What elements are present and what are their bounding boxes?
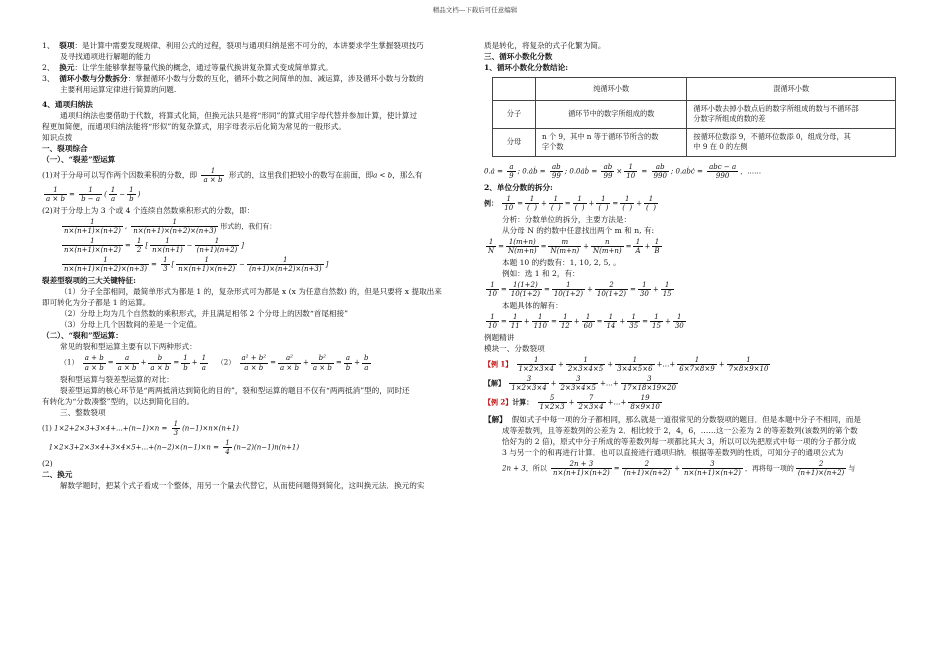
integer-split-number-2: (2) xyxy=(42,458,53,468)
section-4-text-2: 程更加简便，而通项归纳法能将“形似”的复杂算式，用字母表示后化简为常见的一般形式。 xyxy=(42,122,346,131)
unit-fraction-general: $\frac{1}{N}$ = $\frac{1(m+n)}{N(m+n)}$ = $\frac{m}{N(m+n)}$ + $\frac{n}{N(m+n)}$ = $\frac{1}{A}$ + $\frac{1}{B}$ xyxy=(488,237,660,255)
key-features-title: 裂差型裂项的三大关键特征: xyxy=(42,276,136,286)
table-header: 混循环小数 xyxy=(687,78,896,101)
example-1: 【例 1】 $\frac{1}{1\times 2\times 3\times 4}$ + $\frac{1}{2\times 3\times 4\times 5}$ + $\frac{1}{3\times 4\times 5\times 6}$ +…+ $\frac{1}{6\times 7\times 8\times 9}$ + $\frac{1}{7\times 8\times 9\times 10}$ xyxy=(484,356,769,374)
recurring-formulas: 0.ȧ = $\frac{a}{9}$ ; 0.ȧḃ = $\frac{ab}{99}$ ; 0.0ȧḃ = $\frac{ab}{99}$ × $\frac{1}{10}$ = $\frac{ab}{990}$ ; 0.aḃċ = $\frac{\text{abc − a}}{990}$ ，…… xyxy=(484,162,762,180)
key-feature-2: （2）分母上均为几个自然数的乘积形式，并且满足相邻 2 个分母上的因数“首尾相接” xyxy=(60,309,349,319)
part-2-title: 二、换元 xyxy=(42,469,73,479)
part-1-title: 一、裂项综合 xyxy=(42,144,88,153)
part-1c-title: 三、整数裂项 xyxy=(60,407,106,417)
formula-integer-split-2: 1×2×3+2×3×4+3×4×5+...+(n−2)×(n−1)×n = $\frac{1}{4}$ (n−2)(n−1)n(n+1) xyxy=(42,438,300,456)
intro-item-1: 1、 裂项：是计算中需要发现规律、利用公式的过程，裂项与通项归纳是密不可分的，本讲要求学生掌握裂项技巧 xyxy=(42,41,424,50)
unit-fraction-title: 2、单位分数的拆分: xyxy=(484,182,553,192)
formula-fraction: $\frac{1}{a \times b}$ xyxy=(203,167,223,185)
formula-three-four-terms: $\frac{1}{n\times(n+1)\times(n+2)}$ , $\frac{1}{n\times(n+1)\times(n+2)\times(n+3)}$ 形式的，我们有： xyxy=(64,218,277,236)
table-row xyxy=(493,128,896,156)
key-feature-1-cont: 即可转化为分子都是 1 的运算。 xyxy=(42,298,151,308)
solution-formula: 2n + 3，所以 $\frac{2n + 3}{n\times(n+1)\times(n+2)}$ = $\frac{2}{(n+1)\times(n+2)}$ + $\frac{3}{n\times(n+1)\times(n+2)}$ ，再将每一项的 $\frac{2}{(n+1)\times(n+2)}$ 与 xyxy=(502,459,856,477)
specific-solutions-label: 本题具体的解有： xyxy=(502,301,563,311)
key-feature-3: （3）分母上几个因数间的差是一个定值。 xyxy=(60,320,202,330)
split-difference-line-1: (1)对于分母可以写作两个因数乘积的分数，即 $\frac{1}{a \times b}$ 形式的，这里我们把较小的数写在前面，即a < b，那么有 xyxy=(42,167,423,185)
split-comparison-text-2: 有转化为“分数凑整”型的，以达到简化目的。 xyxy=(42,396,195,406)
table-row xyxy=(493,101,896,129)
substitution-text: 解数学题时，把某个式子看成一个整体，用另一个量去代替它，从而使问题得到简化，这叫换元法．换元的实 xyxy=(60,480,425,490)
specific-solutions: $\frac{1}{10}$ = $\frac{1}{11}$ + $\frac{1}{110}$ = $\frac{1}{12}$ + $\frac{1}{60}$ = $\frac{1}{14}$ + $\frac{1}{35}$ = $\frac{1}{15}$ + $\frac{1}{30}$ xyxy=(488,313,684,331)
intro-item-3-cont: 主要利用运算定律进行简算的问题. xyxy=(60,85,177,94)
part-3-title: 三、循环小数化分数 xyxy=(484,52,553,61)
section-4-title: 4、通项归纳法 xyxy=(42,100,93,109)
left-column xyxy=(42,40,467,491)
recurring-conclusion-title: 1、循环小数化分数结论: xyxy=(484,63,569,72)
table-cell: 循环小数去掉小数点后的数字所组成的数与不循环部 分数字所组成的数的差 xyxy=(687,101,896,129)
knowledge-heading: 知识点拨 xyxy=(42,133,73,142)
intro-item-2: 2、 换元：让学生能够掌握等量代换的概念，通过等量代换讲复杂算式变成简单算式。 xyxy=(42,63,333,72)
right-column xyxy=(484,40,908,479)
section-4-text-1: 通项归纳法也要借助于代数，将算式化简，但换元法只是将“形同”的算式用字母代替并参加计算，使计算过 xyxy=(60,111,418,120)
table-cell: 按循环位数添 9，不循环位数添 0，组成分母，其 中 9 在 0 的左侧 xyxy=(687,128,896,156)
table-header: 纯循环小数 xyxy=(536,78,687,101)
intro-item-1-cont: 及寻找通项进行解题的能力 xyxy=(60,52,152,61)
split-comparison-text-1: 裂差型运算的核心环节是“两两抵消达到简化的目的”，裂和型运算的题目不仅有“两两抵消”型的，同时还 xyxy=(60,385,410,395)
part-1b-title: （二）、“裂和”型运算： xyxy=(42,331,123,341)
formula-split-two: $\frac{1}{a \times b}$ = $\frac{1}{b - a}$ ( $\frac{1}{a}$ − $\frac{1}{b}$ ) xyxy=(46,186,141,204)
substitution-cont: 质是转化，将复杂的式子化繁为简。 xyxy=(484,41,606,50)
example-2: 【例 2】计算： $\frac{5}{1\times 2\times 3}$ + $\frac{7}{2\times 3\times 4}$ +…+ $\frac{19}{8\times 9\times 10}$ xyxy=(484,394,660,412)
intro-item-3: 3、 循环小数与分数拆分：掌握循环小数与分数的互化，循环小数之间简单的加、减运算，涉及循环小数与分数的 xyxy=(42,74,424,83)
solution-line-3: 恰好为的 2 倍)，原式中分子所成的等差数列每一项都比其大 3，所以可以先把原式中每一项的分子都分成 xyxy=(502,436,856,446)
formula-split-sum: （1） $\frac{a + b}{a \times b}$ = $\frac{a}{a \times b}$ + $\frac{b}{a \times b}$ = $\frac{1}{b}$ + $\frac{1}{a}$ （2） $\frac{\text{a² + b²}}{a \times b}$ = $\frac{\text{a²}}{a \times b}$ + $\frac{\text{b²}}{a \times b}$ = $\frac{a}{b}$ + $\frac{b}{a}$ xyxy=(60,354,369,372)
formula-integer-split-1: (1) 1×2+2×3+3×4+...+(n−1)×n = $\frac{1}{3}$ (n−1)×n×(n+1) xyxy=(42,419,239,437)
divisors-of-10: 本题 10 的约数有：1, 10, 2, 5, 。 xyxy=(502,258,621,268)
unit-fraction-example: 例： $\frac{1}{10}$ = $\frac{1}{( )}$ + $\frac{1}{( )}$ = $\frac{1}{( )}$ + $\frac{1}{( )}$ = $\frac{1}{( )}$ + $\frac{1}{( )}$ xyxy=(484,194,656,212)
table-cell: n 个 9，其中 n 等于循环节所含的数 字个数 xyxy=(536,128,687,156)
table-cell: 分母 xyxy=(493,128,536,156)
examples-heading: 例题精讲 xyxy=(484,333,515,343)
choose-text: 例如：选 1 和 2，有： xyxy=(502,269,580,279)
module-heading: 模块一、分数裂项 xyxy=(484,344,545,354)
recurring-decimal-table xyxy=(492,77,896,157)
table-cell: 分子 xyxy=(493,101,536,129)
split-comparison-title: 裂和型运算与裂差型运算的对比： xyxy=(60,374,174,384)
page-header: 精品文档---下载后可任意编辑 xyxy=(432,6,518,14)
example-1-answer: 【解】 $\frac{3}{1\times 2\times 3\times 4}$ + $\frac{3}{2\times 3\times 4\times 5}$ +…+ $\frac{3}{17\times 18\times 19\times 20}$ xyxy=(484,375,676,393)
formula-three-split: $\frac{1}{n\times(n+1)\times(n+2)}$ = $\frac{1}{2}$ [ $\frac{1}{n\times(n+1)}$ − $\frac{1}{(n+1)(n+2)}$ ] xyxy=(64,237,244,255)
part-1a-title: （一）、“裂差”型运算 xyxy=(42,155,116,164)
table-header xyxy=(493,78,536,101)
analysis-text: 分析：分数单位的拆分，主要方法是： xyxy=(502,214,632,224)
unit-fraction-instance: $\frac{1}{10}$ = $\frac{1(1+2)}{10(1+2)}$ = $\frac{1}{10(1+2)}$ + $\frac{2}{10(1+2)}$ = $\frac{1}{30}$ + $\frac{1}{15}$ xyxy=(488,281,672,299)
formula-four-split: $\frac{1}{n\times(n+1)\times(n+2)\times(n+3)}$ = $\frac{1}{3}$ [ $\frac{1}{n\times(n+1)\times(n+2)}$ − $\frac{1}{(n+1)\times(n+2)\times(n+3)}$ ] xyxy=(64,256,329,274)
solution-line-4: 3 与另一个的和再进行计算．也可以直接进行通项归纳．根据等差数列的性质，可知分子的通项公式为 xyxy=(502,447,844,457)
divisor-text: 从分母 N 的约数中任意找出两个 m 和 n, 有: xyxy=(502,225,655,235)
split-sum-intro: 常见的裂和型运算主要有以下两种形式： xyxy=(60,342,197,352)
table-row xyxy=(493,78,896,101)
key-feature-1: （1）分子全部相同，最简单形式为都是 1 的，复杂形式可为都是 x (x 为任意自然数) 的，但是只要将 x 提取出来 xyxy=(60,287,442,297)
solution-line-1: 【解】 假如式子中每一项的分子都相同，那么就是一道很常见的分数裂项的题目．但是本题中分子不相同，而是 xyxy=(484,414,861,424)
table-cell: 循环节中的数字所组成的数 xyxy=(536,101,687,129)
split-difference-line-2: (2)对于分母上为 3 个或 4 个连续自然数乘积形式的分数，即： xyxy=(42,206,255,216)
solution-line-2: 成等差数列，且等差数列的公差为 2．相比较于 2，4，6，……这一公差为 2 的等差数列(该数列的第个数 xyxy=(502,425,858,435)
